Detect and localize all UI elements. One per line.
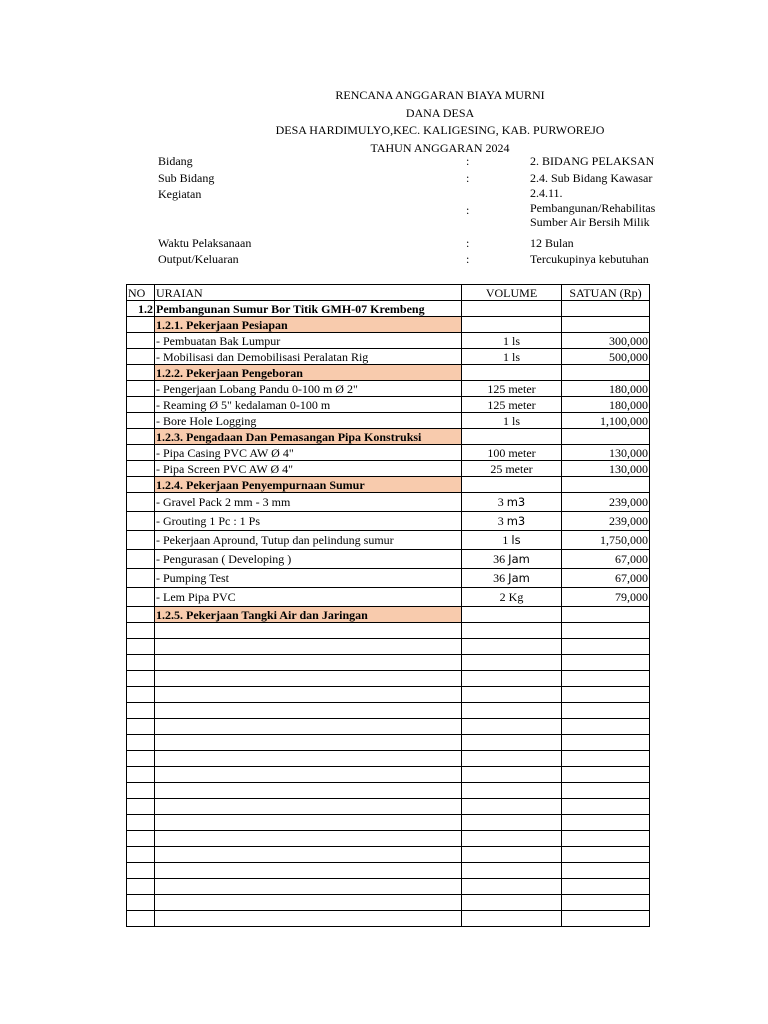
title-line-3: DESA HARDIMULYO,KEC. KALIGESING, KAB. PURWOREJO bbox=[275, 123, 605, 137]
empty-row bbox=[127, 799, 650, 815]
section-row bbox=[127, 477, 650, 493]
empty-row bbox=[127, 863, 650, 879]
item-unit: meter bbox=[508, 397, 536, 412]
empty-row bbox=[127, 847, 650, 863]
bidang-label: Bidang bbox=[158, 154, 193, 168]
item-uraian: - Gravel Pack 2 mm - 3 mm bbox=[155, 493, 462, 512]
kegiatan-value-line-3: Sumber Air Bersih Milik bbox=[530, 215, 650, 229]
empty-cell bbox=[562, 767, 650, 783]
empty-cell bbox=[155, 911, 462, 927]
section-row bbox=[127, 429, 650, 445]
empty-cell bbox=[127, 703, 155, 719]
empty-cell bbox=[155, 831, 462, 847]
item-unit: Jam bbox=[508, 552, 530, 566]
item-volume bbox=[462, 550, 562, 569]
empty-cell bbox=[562, 895, 650, 911]
empty-cell bbox=[462, 687, 562, 703]
empty-cell bbox=[155, 847, 462, 863]
empty-cell bbox=[562, 639, 650, 655]
colon: : bbox=[466, 203, 470, 217]
empty-cell bbox=[562, 623, 650, 639]
empty-cell bbox=[155, 687, 462, 703]
table-row bbox=[127, 493, 650, 512]
empty-row bbox=[127, 767, 650, 783]
empty-cell bbox=[562, 783, 650, 799]
empty-cell bbox=[127, 879, 155, 895]
empty-cell bbox=[127, 895, 155, 911]
empty-cell bbox=[562, 751, 650, 767]
empty-cell bbox=[127, 831, 155, 847]
colon: : bbox=[466, 252, 470, 266]
item-price: 67,000 bbox=[562, 550, 650, 569]
output-value: Tercukupinya kebutuhan bbox=[530, 252, 649, 266]
empty-cell bbox=[155, 655, 462, 671]
item-unit: ls bbox=[511, 533, 521, 547]
empty-cell bbox=[155, 799, 462, 815]
empty-row bbox=[127, 671, 650, 687]
meta-row-waktu bbox=[0, 235, 768, 251]
item-price: 130,000 bbox=[562, 461, 650, 477]
table-row bbox=[127, 588, 650, 607]
item-unit: Kg bbox=[508, 590, 524, 604]
sub-bidang-label: Sub Bidang bbox=[158, 171, 215, 185]
empty-cell bbox=[462, 671, 562, 687]
bidang-value: 2. BIDANG PELAKSAN bbox=[530, 154, 655, 168]
waktu-value: 12 Bulan bbox=[530, 236, 574, 250]
item-volume bbox=[462, 531, 562, 550]
main-item-title: Pembangunan Sumur Bor Titik GMH-07 Krembeng bbox=[155, 301, 462, 317]
empty-cell bbox=[155, 815, 462, 831]
empty-rows bbox=[127, 623, 650, 927]
item-uraian: - Bore Hole Logging bbox=[155, 413, 462, 429]
item-price: 130,000 bbox=[562, 445, 650, 461]
item-qty: 36 bbox=[493, 552, 506, 566]
item-unit: meter bbox=[508, 381, 536, 396]
empty-cell bbox=[155, 767, 462, 783]
empty-cell bbox=[155, 895, 462, 911]
section-title: 1.2.2. Pekerjaan Pengeboran bbox=[155, 365, 462, 381]
item-volume bbox=[462, 493, 562, 512]
item-price: 1,100,000 bbox=[562, 413, 650, 429]
empty-cell bbox=[155, 671, 462, 687]
empty-cell bbox=[462, 639, 562, 655]
empty-cell bbox=[155, 735, 462, 751]
item-price: 300,000 bbox=[562, 333, 650, 349]
item-volume bbox=[462, 512, 562, 531]
empty-cell bbox=[462, 847, 562, 863]
item-qty: 3 bbox=[497, 514, 504, 528]
section-title: 1.2.4. Pekerjaan Penyempurnaan Sumur bbox=[155, 477, 462, 493]
empty-cell bbox=[462, 831, 562, 847]
item-uraian: - Pumping Test bbox=[155, 569, 462, 588]
table-row bbox=[127, 569, 650, 588]
item-volume bbox=[462, 445, 562, 461]
empty-cell bbox=[462, 735, 562, 751]
item-uraian: - Reaming Ø 5" kedalaman 0-100 m bbox=[155, 397, 462, 413]
section-row bbox=[127, 607, 650, 623]
empty-row bbox=[127, 783, 650, 799]
item-qty: 100 bbox=[487, 445, 506, 460]
item-qty: 125 bbox=[487, 381, 506, 396]
empty-cell bbox=[127, 847, 155, 863]
colon: : bbox=[466, 171, 470, 185]
item-volume bbox=[462, 397, 562, 413]
section-title: 1.2.1. Pekerjaan Pesiapan bbox=[155, 317, 462, 333]
title-line-1: RENCANA ANGGARAN BIAYA MURNI bbox=[335, 88, 545, 102]
empty-cell bbox=[562, 911, 650, 927]
item-uraian: - Pengerjaan Lobang Pandu 0-100 m Ø 2" bbox=[155, 381, 462, 397]
table-row bbox=[127, 512, 650, 531]
empty-cell bbox=[462, 783, 562, 799]
empty-cell bbox=[127, 719, 155, 735]
main-item-row bbox=[127, 301, 650, 317]
empty-cell bbox=[562, 863, 650, 879]
budget-table bbox=[126, 284, 650, 927]
item-unit: m3 bbox=[506, 495, 526, 509]
item-unit: m3 bbox=[506, 514, 526, 528]
empty-cell bbox=[127, 767, 155, 783]
table-row bbox=[127, 333, 650, 349]
empty-cell bbox=[462, 655, 562, 671]
empty-row bbox=[127, 655, 650, 671]
item-volume bbox=[462, 413, 562, 429]
meta-row-output bbox=[0, 251, 768, 267]
header-uraian: URAIAN bbox=[155, 285, 462, 301]
item-qty: 36 bbox=[493, 571, 506, 585]
item-uraian: - Pipa Screen PVC AW Ø 4" bbox=[155, 461, 462, 477]
empty-cell bbox=[155, 719, 462, 735]
empty-cell bbox=[127, 687, 155, 703]
meta-row-bidang bbox=[0, 153, 768, 169]
table-row bbox=[127, 531, 650, 550]
empty-cell bbox=[562, 703, 650, 719]
item-uraian: - Mobilisasi dan Demobilisasi Peralatan Rig bbox=[155, 349, 462, 365]
empty-cell bbox=[127, 623, 155, 639]
empty-cell bbox=[562, 799, 650, 815]
empty-cell bbox=[127, 799, 155, 815]
empty-row bbox=[127, 815, 650, 831]
empty-cell bbox=[462, 767, 562, 783]
table-row bbox=[127, 397, 650, 413]
header-volume: VOLUME bbox=[462, 285, 562, 301]
item-price: 67,000 bbox=[562, 569, 650, 588]
empty-cell bbox=[462, 815, 562, 831]
empty-row bbox=[127, 687, 650, 703]
empty-cell bbox=[155, 703, 462, 719]
table-row bbox=[127, 349, 650, 365]
item-uraian: - Pengurasan ( Developing ) bbox=[155, 550, 462, 569]
empty-cell bbox=[462, 879, 562, 895]
empty-row bbox=[127, 735, 650, 751]
empty-cell bbox=[127, 911, 155, 927]
item-qty: 125 bbox=[487, 397, 506, 412]
empty-row bbox=[127, 623, 650, 639]
item-qty: 25 bbox=[490, 461, 503, 476]
item-volume bbox=[462, 588, 562, 607]
item-qty: 1 bbox=[502, 333, 509, 348]
output-label: Output/Keluaran bbox=[158, 252, 239, 266]
empty-cell bbox=[127, 639, 155, 655]
empty-row bbox=[127, 895, 650, 911]
empty-cell bbox=[462, 911, 562, 927]
table-row bbox=[127, 445, 650, 461]
empty-cell bbox=[562, 687, 650, 703]
title-line-4: TAHUN ANGGARAN 2024 bbox=[370, 140, 510, 155]
empty-cell bbox=[127, 751, 155, 767]
item-price: 79,000 bbox=[562, 588, 650, 607]
empty-cell bbox=[127, 671, 155, 687]
kegiatan-label: Kegiatan bbox=[158, 187, 202, 201]
empty-cell bbox=[155, 879, 462, 895]
empty-cell bbox=[462, 703, 562, 719]
empty-cell bbox=[155, 639, 462, 655]
table-row bbox=[127, 461, 650, 477]
empty-cell bbox=[127, 863, 155, 879]
item-uraian: - Pembuatan Bak Lumpur bbox=[155, 333, 462, 349]
item-uraian: - Lem Pipa PVC bbox=[155, 588, 462, 607]
section-title: 1.2.5. Pekerjaan Tangki Air dan Jaringan bbox=[155, 607, 462, 623]
meta-row-kegiatan bbox=[0, 186, 768, 229]
item-volume bbox=[462, 569, 562, 588]
table-header-row bbox=[127, 285, 650, 301]
empty-row bbox=[127, 831, 650, 847]
item-uraian: - Grouting 1 Pc : 1 Ps bbox=[155, 512, 462, 531]
empty-row bbox=[127, 719, 650, 735]
empty-row bbox=[127, 751, 650, 767]
item-unit: Jam bbox=[508, 571, 530, 585]
table-row bbox=[127, 381, 650, 397]
meta-row-sub-bidang bbox=[0, 170, 768, 186]
empty-cell bbox=[127, 783, 155, 799]
empty-cell bbox=[562, 671, 650, 687]
item-unit: ls bbox=[511, 413, 520, 428]
item-volume bbox=[462, 381, 562, 397]
kegiatan-value-line-2: Pembangunan/Rehabilitas bbox=[530, 200, 656, 215]
item-qty: 3 bbox=[497, 495, 504, 509]
empty-row bbox=[127, 703, 650, 719]
empty-cell bbox=[562, 815, 650, 831]
waktu-label: Waktu Pelaksanaan bbox=[158, 236, 252, 250]
section-row bbox=[127, 317, 650, 333]
table-row bbox=[127, 413, 650, 429]
empty-cell bbox=[155, 783, 462, 799]
empty-cell bbox=[462, 863, 562, 879]
kegiatan-value bbox=[530, 186, 768, 230]
item-unit: ls bbox=[511, 333, 520, 348]
table-row bbox=[127, 550, 650, 569]
empty-cell bbox=[155, 623, 462, 639]
item-unit: meter bbox=[505, 461, 533, 476]
colon: : bbox=[466, 236, 470, 250]
item-price: 500,000 bbox=[562, 349, 650, 365]
empty-cell bbox=[562, 735, 650, 751]
kegiatan-value-line-1: 2.4.11. bbox=[530, 186, 563, 200]
empty-cell bbox=[155, 751, 462, 767]
empty-row bbox=[127, 911, 650, 927]
empty-cell bbox=[462, 799, 562, 815]
empty-cell bbox=[127, 735, 155, 751]
item-qty: 1 bbox=[502, 413, 509, 428]
item-qty: 1 bbox=[502, 349, 509, 364]
item-price: 239,000 bbox=[562, 493, 650, 512]
item-uraian: - Pipa Casing PVC AW Ø 4" bbox=[155, 445, 462, 461]
item-volume bbox=[462, 333, 562, 349]
document-title bbox=[0, 87, 768, 157]
empty-cell bbox=[155, 863, 462, 879]
empty-row bbox=[127, 639, 650, 655]
item-price: 239,000 bbox=[562, 512, 650, 531]
empty-cell bbox=[562, 655, 650, 671]
item-volume bbox=[462, 349, 562, 365]
item-qty: 1 bbox=[502, 533, 509, 547]
empty-cell bbox=[462, 895, 562, 911]
item-unit: meter bbox=[508, 445, 536, 460]
sub-bidang-value: 2.4. Sub Bidang Kawasar bbox=[530, 171, 653, 185]
colon: : bbox=[466, 154, 470, 168]
empty-cell bbox=[462, 719, 562, 735]
header-satuan: SATUAN (Rp) bbox=[562, 285, 650, 301]
empty-cell bbox=[562, 847, 650, 863]
section-title: 1.2.3. Pengadaan Dan Pemasangan Pipa Konstruksi bbox=[155, 429, 462, 445]
item-price: 180,000 bbox=[562, 397, 650, 413]
empty-cell bbox=[462, 751, 562, 767]
main-item-no: 1.2 bbox=[127, 301, 155, 317]
header-no: NO bbox=[127, 285, 155, 301]
empty-cell bbox=[562, 879, 650, 895]
item-qty: 2 bbox=[499, 590, 506, 604]
section-row bbox=[127, 365, 650, 381]
title-line-2: DANA DESA bbox=[405, 105, 475, 120]
empty-cell bbox=[127, 815, 155, 831]
empty-cell bbox=[562, 831, 650, 847]
item-unit: ls bbox=[511, 349, 520, 364]
item-uraian: - Pekerjaan Apround, Tutup dan pelindung sumur bbox=[155, 531, 462, 550]
item-volume bbox=[462, 461, 562, 477]
item-price: 180,000 bbox=[562, 381, 650, 397]
empty-cell bbox=[562, 719, 650, 735]
empty-cell bbox=[462, 623, 562, 639]
empty-cell bbox=[127, 655, 155, 671]
item-price: 1,750,000 bbox=[562, 531, 650, 550]
empty-row bbox=[127, 879, 650, 895]
